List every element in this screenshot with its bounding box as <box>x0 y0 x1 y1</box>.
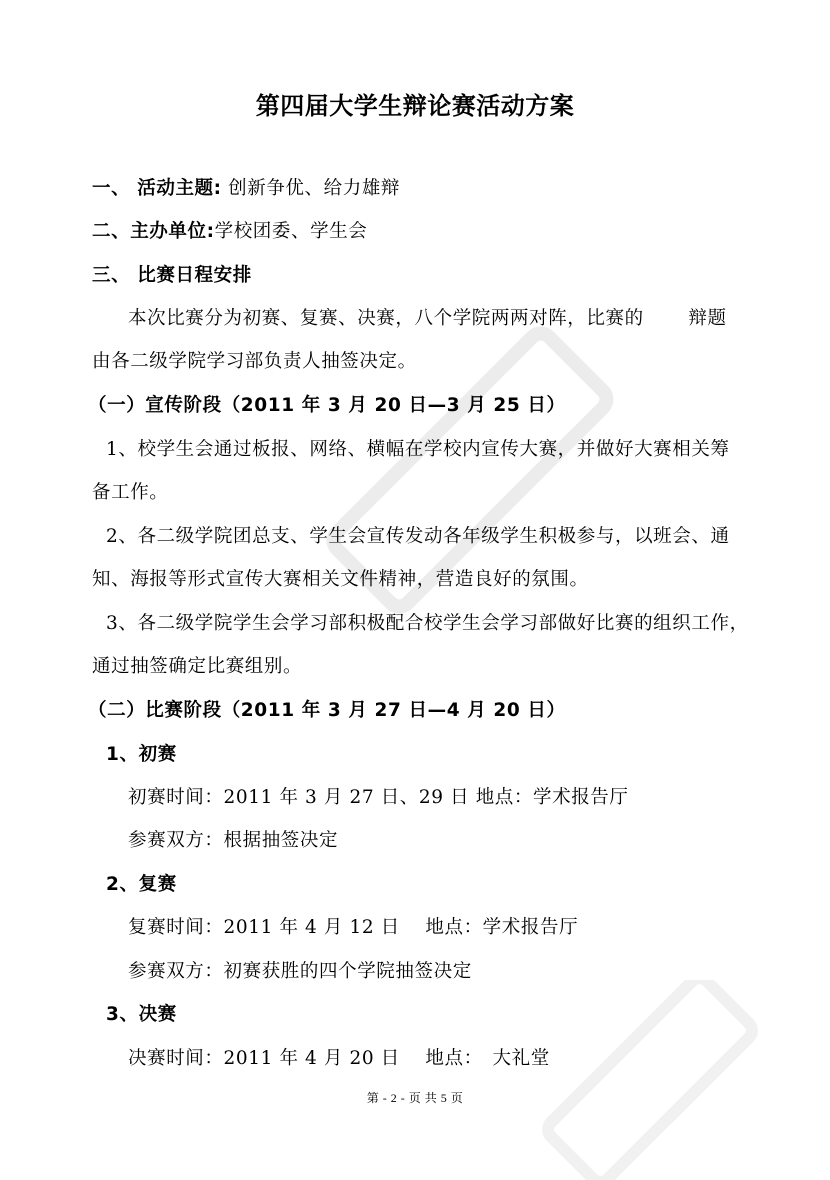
watermark-logo-bottom <box>520 980 780 1180</box>
phase-1-item-3-line-1: 3、各二级学院学生会学习部积极配合校学生会学习部做好比赛的组织工作， <box>106 613 749 634</box>
phase-1-item-1-line-2: 备工作。 <box>92 482 169 503</box>
intro-line-1: 本次比赛分为初赛、复赛、决赛，八个学院两两对阵，比赛的 辩题 <box>128 308 727 329</box>
round-2-time: 复赛时间：2011 年 4 月 12 日 地点：学术报告厅 <box>128 917 579 938</box>
round-2-teams: 参赛双方：初赛获胜的四个学院抽签决定 <box>128 961 472 982</box>
round-3-title: 3、决赛 <box>106 1004 177 1025</box>
phase-1-heading: （一）宣传阶段（2011 年 3 月 20 日—3 月 25 日） <box>88 395 566 416</box>
round-1-time: 初赛时间：2011 年 3 月 27 日、29 日 地点：学术报告厅 <box>128 787 629 808</box>
phase-1-item-1-line-1: 1、校学生会通过板报、网络、横幅在学校内宣传大赛，并做好大赛相关筹 <box>106 439 730 460</box>
section-1-value: 创新争优、给力雄辩 <box>221 178 401 199</box>
section-1-label: 一、 活动主题: <box>92 178 222 199</box>
round-1-teams: 参赛双方：根据抽签决定 <box>128 830 339 851</box>
section-1 <box>92 176 400 202</box>
phase-1-item-2-line-1: 2、各二级学院团总支、学生会宣传发动各年级学生积极参与，以班会、通 <box>106 526 730 547</box>
round-3-time: 决赛时间：2011 年 4 月 20 日 地点： 大礼堂 <box>128 1048 550 1069</box>
intro-line-2: 由各二级学院学习部负责人抽签决定。 <box>92 351 417 372</box>
page-title: 第四届大学生辩论赛活动方案 <box>255 92 575 120</box>
round-1-title: 1、初赛 <box>106 744 177 765</box>
section-2 <box>92 219 367 245</box>
section-2-label: 二、主办单位: <box>92 221 215 242</box>
phase-1-item-3-line-2: 通过抽签确定比赛组别。 <box>92 656 303 677</box>
round-2-title: 2、复赛 <box>106 874 177 895</box>
page-footer: 第 - 2 - 页 共 5 页 <box>366 1091 464 1105</box>
phase-2-heading: （二）比赛阶段（2011 年 3 月 27 日—4 月 20 日） <box>88 700 566 721</box>
section-3-heading: 三、 比赛日程安排 <box>92 265 252 286</box>
phase-1-item-2-line-2: 知、海报等形式宣传大赛相关文件精神，营造良好的氛围。 <box>92 569 589 590</box>
section-2-value: 学校团委、学生会 <box>214 221 368 242</box>
